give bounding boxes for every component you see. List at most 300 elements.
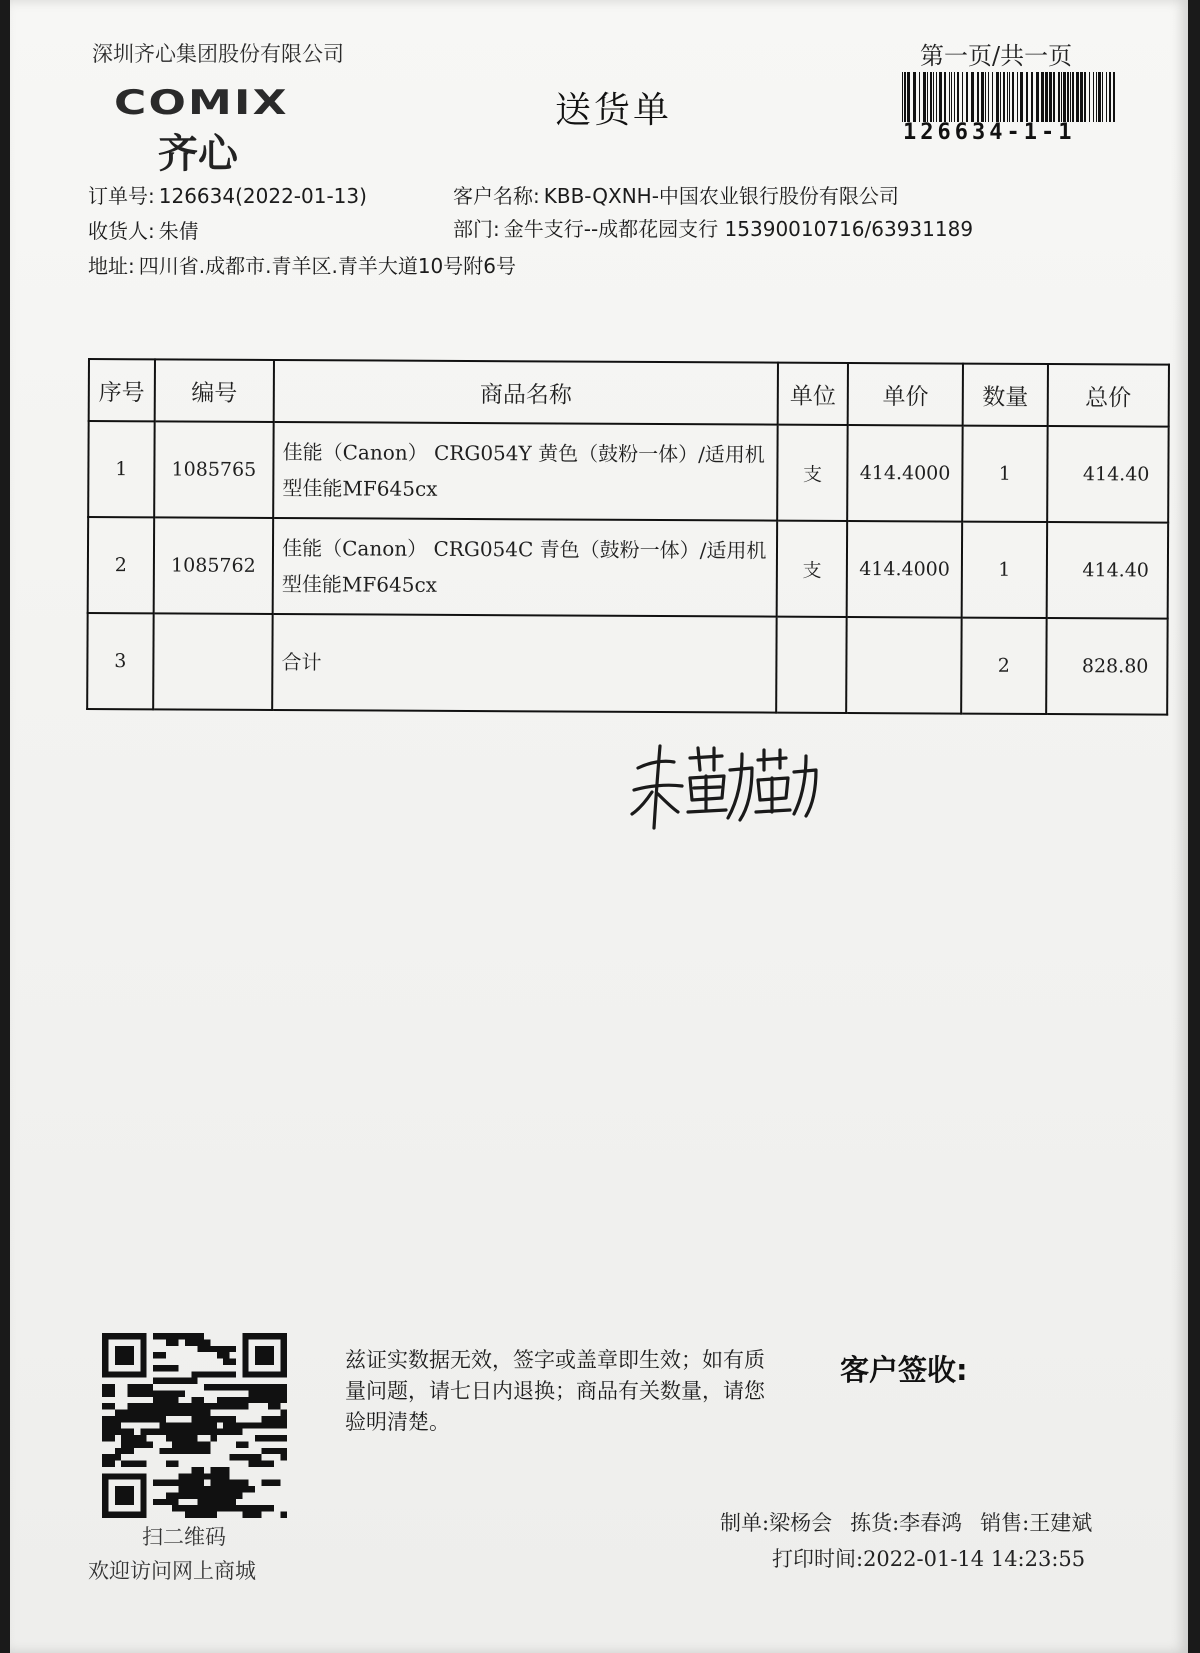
qr-module (147, 1390, 153, 1396)
qr-module (191, 1422, 197, 1428)
qr-module (166, 1492, 172, 1498)
qr-module (128, 1416, 134, 1422)
qr-module (185, 1422, 191, 1428)
qr-module (255, 1390, 261, 1396)
cell-seq: 3 (87, 613, 153, 709)
qr-module (153, 1390, 159, 1396)
table-row (88, 517, 1168, 619)
barcode-bar (977, 72, 979, 122)
qr-module (230, 1371, 236, 1377)
cell-code: 1085765 (154, 421, 274, 518)
qr-module (223, 1397, 229, 1403)
qr-module (134, 1416, 140, 1422)
qr-module (153, 1429, 159, 1435)
qr-module (140, 1473, 146, 1518)
qr-module (223, 1492, 229, 1498)
barcode-bar (988, 72, 989, 122)
qr-module (134, 1410, 140, 1416)
qr-module (242, 1454, 248, 1460)
qr-module (230, 1403, 236, 1409)
barcode-bar (1067, 72, 1069, 122)
qr-module (172, 1499, 178, 1505)
qr-module (210, 1480, 216, 1486)
qr-module (115, 1486, 134, 1505)
barcode-bar (985, 72, 986, 122)
barcode-bar (962, 72, 963, 122)
qr-module (255, 1505, 261, 1511)
barcode-bar (1020, 72, 1023, 122)
qr-module (217, 1499, 223, 1505)
qr-module (223, 1371, 229, 1377)
qr-module (217, 1346, 223, 1352)
qr-module (249, 1422, 255, 1428)
qr-module (198, 1410, 204, 1416)
qr-module (166, 1435, 172, 1441)
qr-module (179, 1422, 185, 1428)
qr-module (261, 1480, 267, 1486)
qr-module (172, 1429, 178, 1435)
qr-module (121, 1429, 127, 1435)
comix-logo-graphic (114, 85, 334, 175)
barcode-bar (1113, 72, 1115, 122)
qr-module (210, 1416, 216, 1422)
qr-module (242, 1384, 248, 1390)
qr-module (249, 1454, 255, 1460)
handwritten-signature (630, 740, 830, 835)
qr-module (261, 1461, 267, 1467)
barcode-bar (1012, 72, 1014, 122)
qr-module (185, 1435, 191, 1441)
qr-module (255, 1384, 261, 1390)
qr-module (128, 1384, 134, 1390)
header-seq: 序号 (89, 359, 155, 421)
qr-module (210, 1403, 216, 1409)
qr-module (121, 1435, 127, 1441)
qr-module (179, 1333, 185, 1339)
qr-module (210, 1384, 216, 1390)
qr-module (198, 1448, 204, 1454)
qr-module (242, 1422, 248, 1428)
qr-module (166, 1410, 172, 1416)
qr-module (166, 1397, 172, 1403)
qr-module (261, 1416, 267, 1422)
qr-module (198, 1467, 204, 1473)
qr-module (140, 1416, 146, 1422)
cell-unit (776, 617, 846, 713)
qr-module (102, 1333, 108, 1378)
qr-module (134, 1384, 140, 1390)
qr-module (185, 1403, 191, 1409)
qr-module (159, 1480, 165, 1486)
cell-unit: 支 (777, 521, 847, 617)
qr-module (230, 1486, 236, 1492)
qr-module (102, 1454, 108, 1460)
qr-module (217, 1480, 223, 1486)
qr-module (166, 1422, 172, 1428)
table-header-row (89, 359, 1169, 427)
barcode-bar (1084, 72, 1086, 122)
qr-module (268, 1480, 274, 1486)
comix-logo (114, 85, 334, 175)
qr-module (147, 1410, 153, 1416)
barcode-bar (1003, 72, 1005, 122)
qr-module (198, 1346, 204, 1352)
qr-module (115, 1429, 121, 1435)
qr-module (198, 1480, 204, 1486)
qr-module (115, 1410, 121, 1416)
qr-module (268, 1390, 274, 1396)
qr-module (134, 1435, 140, 1441)
qr-module (204, 1384, 210, 1390)
qr-module (217, 1384, 223, 1390)
qr-module (230, 1480, 236, 1486)
qr-module (102, 1429, 108, 1435)
qr-module (115, 1422, 121, 1428)
qr-module (179, 1505, 185, 1511)
address-value: 四川省.成都市.青羊区.青羊大道10号附6号 (138, 254, 516, 278)
qr-module (121, 1461, 127, 1467)
qr-module (210, 1422, 216, 1428)
qr-module (230, 1346, 236, 1352)
qr-module (236, 1441, 242, 1447)
qr-module (185, 1441, 191, 1447)
qr-module (198, 1371, 204, 1377)
qr-module (268, 1435, 274, 1441)
qr-module (236, 1505, 242, 1511)
qr-module (134, 1403, 140, 1409)
qr-module (261, 1384, 267, 1390)
qr-module (236, 1429, 242, 1435)
qr-module (128, 1403, 134, 1409)
qr-module (204, 1441, 210, 1447)
qr-module (204, 1429, 210, 1435)
header-price: 单价 (848, 363, 964, 426)
barcode-bar (944, 72, 946, 122)
qr-module (115, 1346, 134, 1365)
cell-total: 414.40 (1047, 426, 1169, 523)
customer-name-value: KBB-QXNH-中国农业银行股份有限公司 (543, 184, 899, 208)
qr-module (179, 1448, 185, 1454)
qr-module (185, 1505, 191, 1511)
qr-module (166, 1429, 172, 1435)
barcode-bar (1076, 72, 1079, 122)
qr-module (274, 1397, 280, 1403)
qr-module (191, 1371, 197, 1377)
barcode-bar (1017, 72, 1018, 122)
qr-module (223, 1352, 229, 1358)
qr-module (204, 1339, 210, 1345)
qr-module (172, 1339, 178, 1345)
qr-module (108, 1384, 114, 1390)
qr-module (198, 1416, 204, 1422)
cell-total: 828.80 (1046, 618, 1168, 715)
qr-module (198, 1505, 204, 1511)
qr-module (153, 1378, 159, 1384)
qr-module (172, 1480, 178, 1486)
barcode-bar (1093, 72, 1094, 122)
qr-module (242, 1333, 248, 1378)
qr-module (108, 1429, 114, 1435)
qr-module (268, 1416, 274, 1422)
customer-name (453, 180, 899, 209)
cell-name: 佳能（Canon） CRG054Y 黄色（鼓粉一体）/适用机型佳能MF645cx (273, 422, 777, 521)
qr-module (147, 1441, 153, 1447)
barcode-bar (1089, 72, 1090, 122)
qr-module (274, 1422, 280, 1428)
qr-module (191, 1416, 197, 1422)
qr-module (198, 1441, 204, 1447)
barcode-bar (1061, 72, 1062, 122)
barcode-bar (992, 72, 993, 122)
qr-module (261, 1435, 267, 1441)
qr-module (230, 1492, 236, 1498)
qr-module (185, 1492, 191, 1498)
qr-module (108, 1416, 114, 1422)
qr-module (223, 1403, 229, 1409)
qr-module (281, 1410, 287, 1416)
barcode (900, 72, 1118, 122)
qr-module (191, 1473, 197, 1479)
qr-module (236, 1454, 242, 1460)
qr-module (102, 1422, 108, 1428)
qr-module (172, 1435, 178, 1441)
qr-module (102, 1512, 147, 1518)
qr-module (153, 1416, 159, 1422)
barcode-bar (939, 72, 942, 122)
qr-module (210, 1346, 216, 1352)
cell-code (153, 613, 273, 710)
qr-module (230, 1429, 236, 1435)
barcode-bar (1036, 72, 1039, 122)
qr-module (128, 1410, 134, 1416)
qr-module (249, 1390, 255, 1396)
qr-module (223, 1429, 229, 1435)
qr-module (108, 1435, 114, 1441)
qr-module (179, 1492, 185, 1498)
barcode-bar (923, 72, 926, 122)
qr-module (172, 1422, 178, 1428)
qr-module (185, 1333, 191, 1339)
barcode-bar (913, 72, 916, 122)
qr-module (204, 1512, 210, 1518)
cell-name: 佳能（Canon） CRG054C 青色（鼓粉一体）/适用机型佳能MF645cx (273, 518, 777, 617)
qr-module (255, 1461, 261, 1467)
qr-module (102, 1333, 147, 1339)
qr-module (153, 1403, 159, 1409)
header-qty: 数量 (963, 364, 1048, 426)
qr-module (223, 1467, 229, 1473)
qr-module (274, 1403, 280, 1409)
customer-sign-label: 客户签收: (840, 1353, 968, 1387)
qr-caption-welcome: 欢迎访问网上商城 (88, 1559, 256, 1583)
barcode-bar (1026, 72, 1028, 122)
qr-module (210, 1467, 216, 1473)
qr-module (159, 1429, 165, 1435)
maker: 制单:梁杨会 (720, 1511, 833, 1535)
qr-module (204, 1422, 210, 1428)
qr-module (223, 1346, 229, 1352)
qr-module (166, 1378, 172, 1384)
qr-module (281, 1512, 287, 1518)
qr-module (153, 1499, 159, 1505)
qr-module (198, 1499, 204, 1505)
barcode-bar (1072, 72, 1074, 122)
qr-module (236, 1422, 242, 1428)
qr-module (159, 1352, 165, 1358)
qr-module (115, 1416, 121, 1422)
signature-graphic (630, 740, 830, 835)
barcode-bar (981, 72, 984, 122)
qr-module (172, 1448, 178, 1454)
qr-module (153, 1352, 159, 1358)
barcode-bar (1096, 72, 1097, 122)
qr-module (128, 1461, 134, 1467)
qr-module (121, 1441, 127, 1447)
qr-module (281, 1422, 287, 1428)
qr-module (210, 1499, 216, 1505)
qr-module (249, 1384, 255, 1390)
qr-module (191, 1448, 197, 1454)
svg-text:齐心: 齐心 (158, 131, 238, 175)
table-row (88, 421, 1168, 523)
qr-module (230, 1505, 236, 1511)
qr-module (179, 1480, 185, 1486)
qr-module (255, 1422, 261, 1428)
cell-qty: 1 (962, 426, 1047, 522)
qr-module (147, 1429, 153, 1435)
cell-name: 合计 (272, 614, 776, 713)
qr-module (210, 1512, 216, 1518)
qr-module (198, 1473, 204, 1479)
barcode-bar (1049, 72, 1052, 122)
qr-module (108, 1461, 114, 1467)
qr-module (179, 1486, 185, 1492)
customer-name-label: 客户名称: (453, 184, 540, 208)
qr-module (281, 1390, 287, 1396)
qr-module (140, 1435, 146, 1441)
qr-module (191, 1480, 197, 1486)
qr-module (268, 1403, 274, 1409)
qr-module (230, 1454, 236, 1460)
header-total: 总价 (1047, 364, 1169, 427)
qr-module (191, 1492, 197, 1498)
qr-module (223, 1505, 229, 1511)
barcode-bar (1102, 72, 1103, 122)
qr-module (242, 1486, 248, 1492)
qr-module (166, 1480, 172, 1486)
qr-module (191, 1441, 197, 1447)
qr-module (217, 1371, 223, 1377)
barcode-bar (957, 72, 959, 122)
qr-module (261, 1397, 267, 1403)
qr-module (108, 1454, 114, 1460)
qr-module (172, 1505, 178, 1511)
barcode-bar (933, 72, 934, 122)
qr-module (191, 1410, 197, 1416)
qr-module (217, 1403, 223, 1409)
qr-module (249, 1486, 255, 1492)
qr-module (115, 1448, 121, 1454)
qr-module (140, 1403, 146, 1409)
barcode-bar (1109, 72, 1111, 122)
qr-module (102, 1473, 108, 1518)
picker: 拣货:李春鸿 (850, 1511, 963, 1535)
qr-module (102, 1403, 108, 1409)
barcode-bar (1106, 72, 1107, 122)
qr-module (140, 1441, 146, 1447)
qr-module (274, 1448, 280, 1454)
qr-module (204, 1448, 210, 1454)
barcode-bar (1070, 72, 1071, 122)
qr-module (223, 1359, 229, 1365)
qr-module (159, 1422, 165, 1428)
qr-module (217, 1505, 223, 1511)
table-row-total (87, 613, 1167, 715)
qr-module (217, 1473, 223, 1479)
qr-module (236, 1492, 242, 1498)
qr-module (134, 1441, 140, 1447)
qr-module (223, 1473, 229, 1479)
qr-module (204, 1499, 210, 1505)
qr-module (191, 1429, 197, 1435)
qr-module (274, 1480, 280, 1486)
qr-module (166, 1339, 172, 1345)
qr-module (204, 1346, 210, 1352)
qr-module (140, 1333, 146, 1378)
qr-module (268, 1448, 274, 1454)
qr-module (153, 1480, 159, 1486)
qr-module (242, 1505, 248, 1511)
qr-module (198, 1397, 204, 1403)
qr-module (255, 1397, 261, 1403)
qr-module (128, 1448, 134, 1454)
qr-module (128, 1441, 134, 1447)
department-value: 金牛支行--成都花园支行 15390010716/63931189 (503, 217, 974, 241)
barcode-bar (951, 72, 952, 122)
qr-module (166, 1390, 172, 1396)
qr-module (172, 1333, 178, 1339)
qr-module (159, 1365, 165, 1371)
barcode-bar (1041, 72, 1044, 122)
qr-module (185, 1448, 191, 1454)
qr-module (191, 1403, 197, 1409)
qr-module (281, 1416, 287, 1422)
qr-module (121, 1410, 127, 1416)
barcode-bar (902, 72, 903, 122)
qr-module (140, 1410, 146, 1416)
qr-module (242, 1512, 248, 1518)
barcode-bar (949, 72, 950, 122)
qr-module (217, 1429, 223, 1435)
qr-module (198, 1512, 204, 1518)
qr-module (166, 1365, 172, 1371)
receiver-label: 收货人: (88, 219, 155, 243)
qr-module (198, 1333, 204, 1339)
qr-module (191, 1505, 197, 1511)
barcode-bar (1045, 72, 1048, 122)
qr-module (210, 1492, 216, 1498)
barcode-bar (966, 72, 968, 122)
qr-module (204, 1486, 210, 1492)
qr-module (281, 1435, 287, 1441)
qr-module (102, 1371, 147, 1377)
qr-module (191, 1339, 197, 1345)
qr-module (115, 1454, 121, 1460)
qr-module (268, 1422, 274, 1428)
document-title: 送货单 (555, 90, 673, 131)
qr-module (172, 1461, 178, 1467)
barcode-bar (1031, 72, 1033, 122)
